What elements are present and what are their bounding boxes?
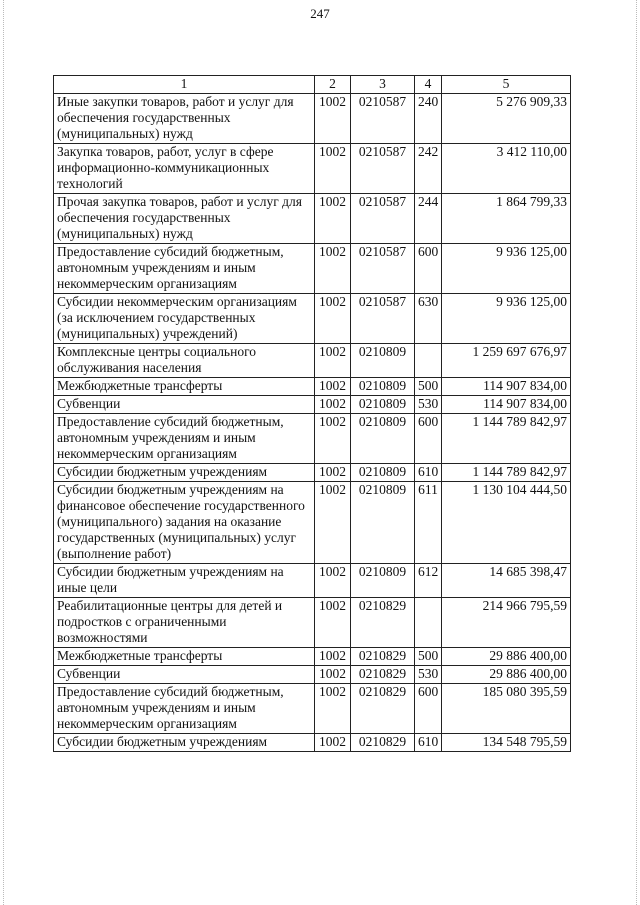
row-amount-cell: 1 864 799,33 — [442, 194, 571, 244]
row-amount-cell: 1 130 104 444,50 — [442, 482, 571, 564]
row-code-cell: 0210587 — [351, 244, 415, 294]
table-row — [54, 378, 571, 396]
row-type-cell: 240 — [415, 94, 442, 144]
table-body — [54, 94, 571, 752]
row-type-cell: 612 — [415, 564, 442, 598]
row-section-cell: 1002 — [315, 194, 351, 244]
row-section-cell: 1002 — [315, 344, 351, 378]
table-row — [54, 464, 571, 482]
table-row — [54, 648, 571, 666]
row-section-cell: 1002 — [315, 396, 351, 414]
table-row — [54, 684, 571, 734]
row-name-cell: Субсидии бюджетным учреждениям — [54, 464, 315, 482]
row-code-cell: 0210809 — [351, 344, 415, 378]
row-section-cell: 1002 — [315, 648, 351, 666]
row-section-cell: 1002 — [315, 464, 351, 482]
row-code-cell: 0210829 — [351, 666, 415, 684]
row-section-cell: 1002 — [315, 144, 351, 194]
row-name-cell: Комплексные центры социального обслуживания населения — [54, 344, 315, 378]
row-name-cell: Закупка товаров, работ, услуг в сфере информационно-коммуникационных технологий — [54, 144, 315, 194]
row-amount-cell: 14 685 398,47 — [442, 564, 571, 598]
row-type-cell: 611 — [415, 482, 442, 564]
page-number: 247 — [310, 6, 330, 21]
row-type-cell — [415, 344, 442, 378]
row-amount-cell: 214 966 795,59 — [442, 598, 571, 648]
row-name-cell: Иные закупки товаров, работ и услуг для обеспечения государственных (муниципальных) нужд — [54, 94, 315, 144]
scan-edge-left — [3, 0, 4, 905]
row-type-cell: 610 — [415, 734, 442, 752]
column-header-5: 5 — [442, 76, 571, 94]
row-name-cell: Предоставление субсидий бюджетным, автономным учреждениям и иным некоммерческим организациям — [54, 414, 315, 464]
table-row — [54, 666, 571, 684]
table-row — [54, 144, 571, 194]
row-code-cell: 0210587 — [351, 144, 415, 194]
row-code-cell: 0210809 — [351, 414, 415, 464]
row-amount-cell: 1 144 789 842,97 — [442, 414, 571, 464]
row-code-cell: 0210587 — [351, 294, 415, 344]
row-type-cell: 500 — [415, 648, 442, 666]
row-type-cell: 600 — [415, 244, 442, 294]
budget-table — [53, 75, 571, 752]
row-section-cell: 1002 — [315, 482, 351, 564]
row-amount-cell: 9 936 125,00 — [442, 294, 571, 344]
row-type-cell: 630 — [415, 294, 442, 344]
row-type-cell — [415, 598, 442, 648]
row-code-cell: 0210587 — [351, 94, 415, 144]
row-code-cell: 0210829 — [351, 734, 415, 752]
column-header-3: 3 — [351, 76, 415, 94]
row-amount-cell: 185 080 395,59 — [442, 684, 571, 734]
row-name-cell: Прочая закупка товаров, работ и услуг для обеспечения государственных (муниципальных) нужд — [54, 194, 315, 244]
row-amount-cell: 1 259 697 676,97 — [442, 344, 571, 378]
row-section-cell: 1002 — [315, 598, 351, 648]
row-name-cell: Субсидии бюджетным учреждениям — [54, 734, 315, 752]
table-row — [54, 396, 571, 414]
row-code-cell: 0210809 — [351, 564, 415, 598]
row-name-cell: Предоставление субсидий бюджетным, автономным учреждениям и иным некоммерческим организациям — [54, 684, 315, 734]
table-header-row — [54, 76, 571, 94]
row-type-cell: 610 — [415, 464, 442, 482]
column-header-2: 2 — [315, 76, 351, 94]
row-section-cell: 1002 — [315, 734, 351, 752]
table-row — [54, 244, 571, 294]
table-row — [54, 482, 571, 564]
row-amount-cell: 9 936 125,00 — [442, 244, 571, 294]
row-type-cell: 244 — [415, 194, 442, 244]
row-section-cell: 1002 — [315, 684, 351, 734]
row-section-cell: 1002 — [315, 244, 351, 294]
row-section-cell: 1002 — [315, 666, 351, 684]
row-name-cell: Субсидии некоммерческим организациям (за исключением государственных (муниципальных) учреждений) — [54, 294, 315, 344]
row-amount-cell: 29 886 400,00 — [442, 666, 571, 684]
row-code-cell: 0210829 — [351, 648, 415, 666]
row-type-cell: 500 — [415, 378, 442, 396]
row-amount-cell: 1 144 789 842,97 — [442, 464, 571, 482]
table-row — [54, 414, 571, 464]
row-type-cell: 242 — [415, 144, 442, 194]
column-header-1: 1 — [54, 76, 315, 94]
row-code-cell: 0210587 — [351, 194, 415, 244]
row-code-cell: 0210829 — [351, 684, 415, 734]
table-row — [54, 344, 571, 378]
row-name-cell: Реабилитационные центры для детей и подростков с ограниченными возможностями — [54, 598, 315, 648]
table-row — [54, 598, 571, 648]
row-amount-cell: 134 548 795,59 — [442, 734, 571, 752]
row-amount-cell: 3 412 110,00 — [442, 144, 571, 194]
row-section-cell: 1002 — [315, 564, 351, 598]
row-name-cell: Субсидии бюджетным учреждениям на иные цели — [54, 564, 315, 598]
row-code-cell: 0210809 — [351, 378, 415, 396]
column-header-4: 4 — [415, 76, 442, 94]
row-code-cell: 0210829 — [351, 598, 415, 648]
table-row — [54, 564, 571, 598]
row-code-cell: 0210809 — [351, 482, 415, 564]
row-amount-cell: 114 907 834,00 — [442, 396, 571, 414]
row-name-cell: Предоставление субсидий бюджетным, автономным учреждениям и иным некоммерческим организациям — [54, 244, 315, 294]
row-code-cell: 0210809 — [351, 396, 415, 414]
row-amount-cell: 5 276 909,33 — [442, 94, 571, 144]
row-name-cell: Субсидии бюджетным учреждениям на финансовое обеспечение государственного (муниципального) задания на оказание государственных (муниципальных) услуг (выполнение работ) — [54, 482, 315, 564]
row-name-cell: Межбюджетные трансферты — [54, 378, 315, 396]
row-section-cell: 1002 — [315, 378, 351, 396]
row-name-cell: Субвенции — [54, 396, 315, 414]
row-amount-cell: 29 886 400,00 — [442, 648, 571, 666]
row-name-cell: Субвенции — [54, 666, 315, 684]
table-row — [54, 294, 571, 344]
row-section-cell: 1002 — [315, 294, 351, 344]
row-name-cell: Межбюджетные трансферты — [54, 648, 315, 666]
row-type-cell: 530 — [415, 666, 442, 684]
row-type-cell: 600 — [415, 684, 442, 734]
row-type-cell: 530 — [415, 396, 442, 414]
table-row — [54, 94, 571, 144]
table-row — [54, 734, 571, 752]
row-section-cell: 1002 — [315, 414, 351, 464]
row-type-cell: 600 — [415, 414, 442, 464]
row-section-cell: 1002 — [315, 94, 351, 144]
scan-edge-right — [636, 0, 637, 905]
row-code-cell: 0210809 — [351, 464, 415, 482]
row-amount-cell: 114 907 834,00 — [442, 378, 571, 396]
table-row — [54, 194, 571, 244]
